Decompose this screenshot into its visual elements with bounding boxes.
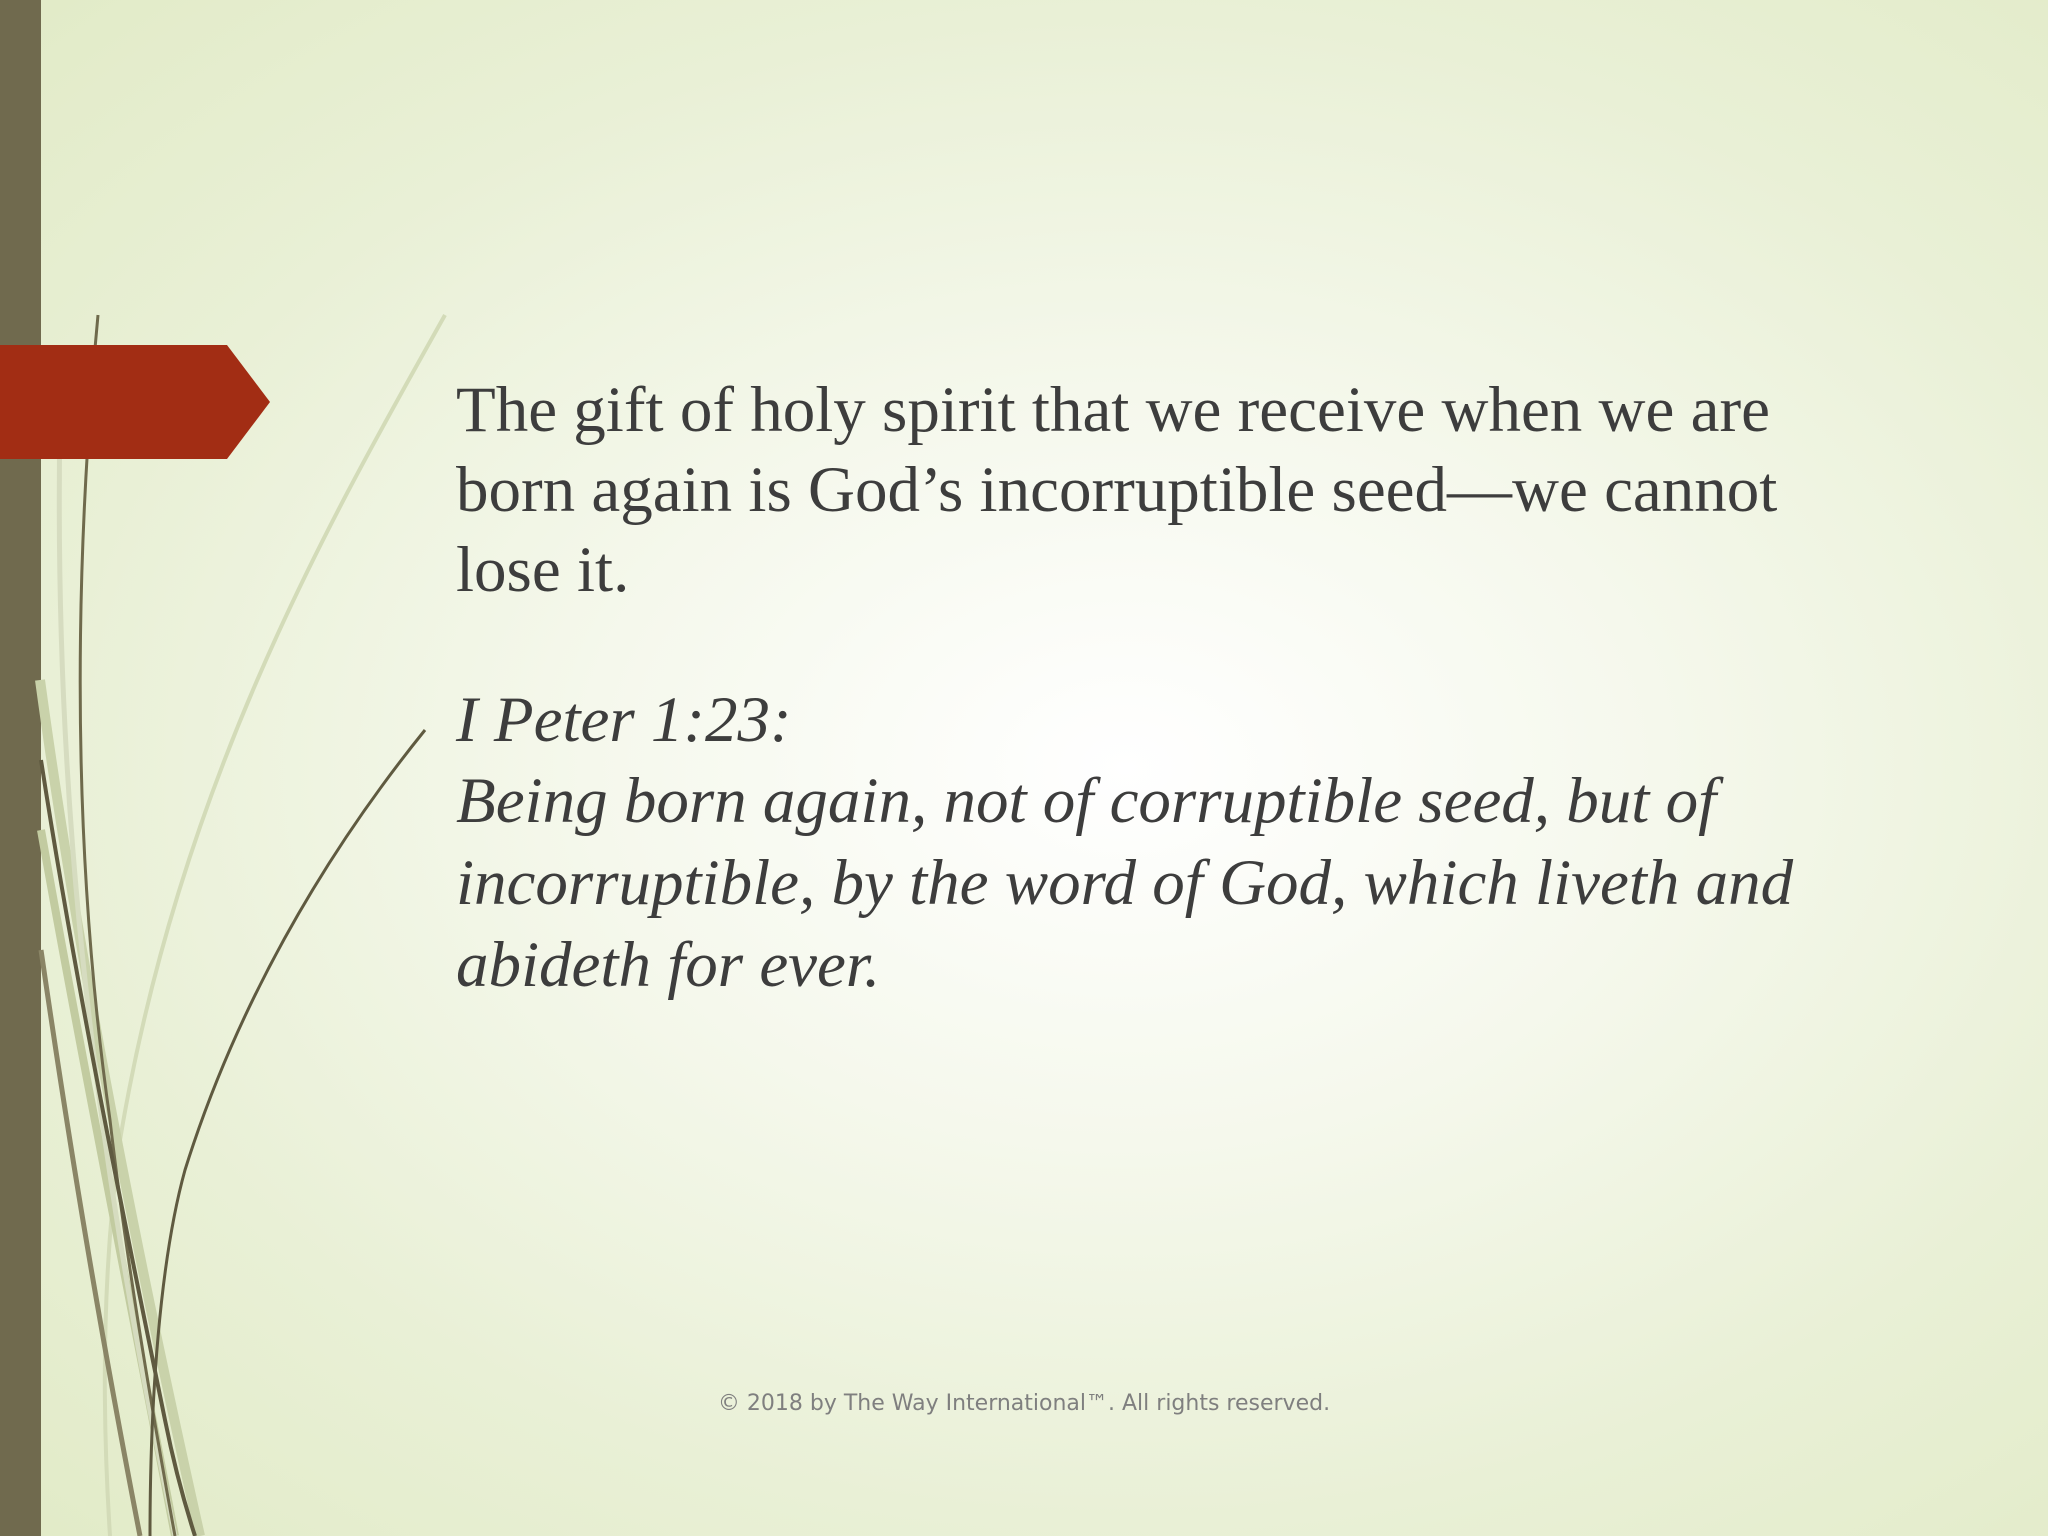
grass-decoration bbox=[0, 0, 460, 1536]
verse-reference: I Peter 1:23: bbox=[456, 684, 792, 756]
copyright-footer: © 2018 by The Way International™. All rights reserved. bbox=[717, 1391, 1331, 1416]
red-flag-icon bbox=[0, 345, 270, 459]
statement-text: The gift of holy spirit that we receive when we are born again is God’s incorruptible seed—we cannot lose it. bbox=[456, 374, 1778, 606]
slide-body bbox=[456, 370, 1886, 1006]
verse-text: Being born again, not of corruptible seed, but of incorruptible, by the word of God, which liveth and abideth for ever. bbox=[456, 765, 1794, 1001]
